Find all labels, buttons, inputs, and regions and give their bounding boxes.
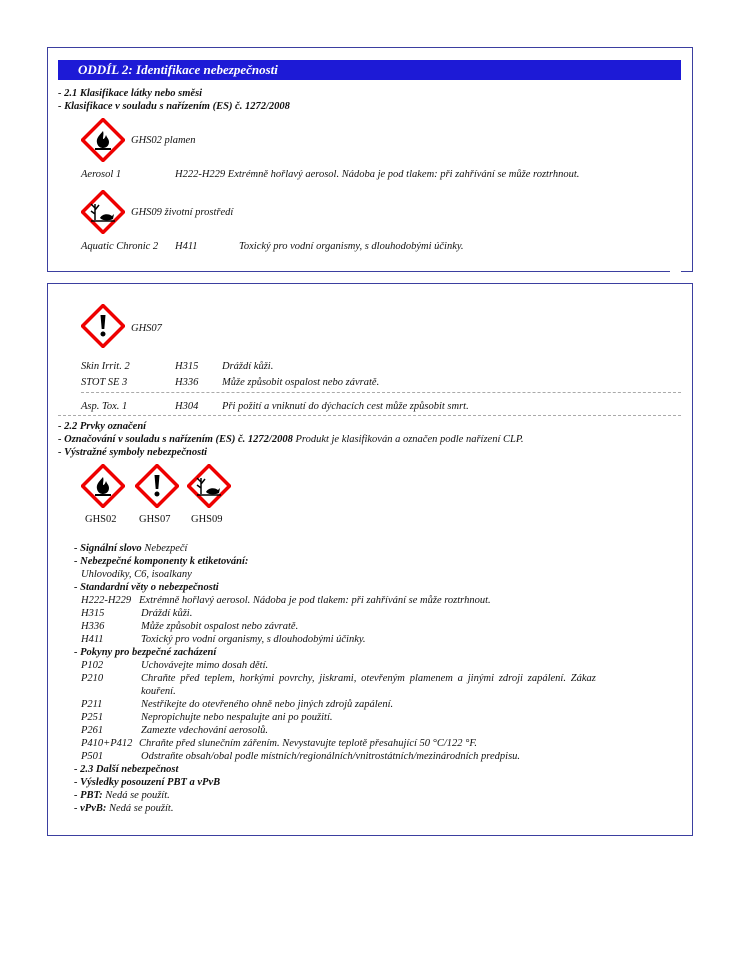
section-box-2 (47, 283, 693, 836)
p-text-continued: kouření. (141, 686, 176, 697)
hazardous-components-title: - Nebezpečné komponenty k etiketování: (74, 556, 249, 567)
labelling-text: Produkt je klasifikován a označen podle nařízení CLP. (292, 434, 524, 445)
ghs02-label: GHS02 plamen (131, 135, 196, 146)
pbt-vpvb-title: - Výsledky posouzení PBT a vPvB (74, 777, 221, 788)
components-text: Uhlovodíky, C6, isoalkany (81, 569, 192, 580)
ghs02-flame-icon (81, 464, 125, 508)
ghs02-flame-icon (81, 118, 125, 162)
p-text: Chraňte před teplem, horkými povrchy, jiskrami, otevřeným plamenem a jinými zdroji zapálení. Zákaz (141, 673, 596, 684)
ghs07-exclamation-icon (81, 304, 125, 348)
p-code: P410+P412 (81, 738, 133, 749)
aquatic-category: Aquatic Chronic 2 (81, 241, 159, 252)
precautions-title: - Pokyny pro bezpečné zacházení (74, 647, 217, 658)
pictogram-caption: GHS02 (85, 514, 117, 525)
pbt-value: Nedá se použít. (102, 790, 170, 801)
class-row-category: STOT SE 3 (81, 377, 128, 388)
aerosol-category: Aerosol 1 (81, 169, 122, 180)
signal-word-title: - Signální slovo (74, 543, 142, 554)
section-divider (58, 415, 681, 416)
signal-word-line (74, 543, 187, 555)
p-code: P211 (81, 699, 103, 710)
pictogram-caption: GHS07 (139, 514, 171, 525)
ghs09-environment-icon (187, 464, 231, 508)
p-text: Nepropichujte nebo nespalujte ani po použití. (141, 712, 333, 723)
h-code: H336 (81, 621, 105, 632)
classification-title: - Klasifikace v souladu s nařízením (ES) č. 1272/2008 (58, 101, 290, 112)
p-text: Nestříkejte do otevřeného ohně nebo jiných zdrojů zapálení. (141, 699, 394, 710)
h-text: Toxický pro vodní organismy, s dlouhodobými účinky. (141, 634, 366, 645)
class-row-category: Asp. Tox. 1 (81, 401, 128, 412)
p-code: P261 (81, 725, 104, 736)
p-text: Chraňte před slunečním zářením. Nevystavujte teplotě přesahující 50 °C/122 °F. (139, 738, 478, 749)
class-row-code: H304 (175, 401, 199, 412)
row-divider (81, 392, 681, 393)
ghs09-environment-icon (81, 190, 125, 234)
class-row-text: Při požití a vniknutí do dýchacích cest může způsobit smrt. (222, 401, 469, 412)
p-code: P210 (81, 673, 104, 684)
section-box-1 (47, 47, 693, 272)
hazard-symbols-title: - Výstražné symboly nebezpečnosti (58, 447, 208, 458)
signal-word: Nebezpečí (141, 543, 188, 554)
p-code: P102 (81, 660, 104, 671)
ghs09-label: GHS09 životní prostředí (131, 207, 234, 218)
p-code: P501 (81, 751, 104, 762)
h-code: H411 (81, 634, 104, 645)
box-bottom-border-end (681, 271, 693, 272)
pbt-label: - PBT: (74, 790, 103, 801)
labelling-line (58, 434, 524, 446)
aquatic-statement: Toxický pro vodní organismy, s dlouhodobými účinky. (239, 241, 464, 252)
box-bottom-border (47, 271, 670, 272)
section-2-2-title: - 2.2 Prvky označení (58, 421, 147, 432)
labelling-title: - Označování v souladu s nařízením (ES) č. 1272/2008 (58, 434, 293, 445)
section-2-3-title: - 2.3 Další nebezpečnost (74, 764, 179, 775)
p-text: Uchovávejte mimo dosah dětí. (141, 660, 269, 671)
ghs07-exclamation-icon (135, 464, 179, 508)
h-text: Může způsobit ospalost nebo závratě. (141, 621, 299, 632)
vpvb-line (74, 803, 173, 815)
h-text: Extrémně hořlavý aerosol. Nádoba je pod tlakem: při zahřívání se může roztrhnout. (139, 595, 491, 606)
ghs07-label: GHS07 (131, 323, 162, 334)
h-code: H315 (81, 608, 105, 619)
class-row-text: Může způsobit ospalost nebo závratě. (222, 377, 380, 388)
aerosol-statement: H222-H229 Extrémně hořlavý aerosol. Nádoba je pod tlakem: při zahřívání se může roztrhnout. (175, 169, 580, 180)
aquatic-code: H411 (175, 241, 198, 252)
h-code: H222-H229 (81, 595, 132, 606)
class-row-text: Dráždí kůži. (222, 361, 274, 372)
p-text: Odstraňte obsah/obal podle místních/regionálních/vnitrostátních/mezinárodních predpisu. (141, 751, 521, 762)
p-text: Zamezte vdechování aerosolů. (141, 725, 269, 736)
vpvb-label: - vPvB: (74, 803, 107, 814)
pictogram-caption: GHS09 (191, 514, 223, 525)
p-code: P251 (81, 712, 104, 723)
h-text: Dráždí kůži. (141, 608, 193, 619)
vpvb-value: Nedá se použít. (106, 803, 174, 814)
class-row-code: H336 (175, 377, 199, 388)
section-header: ODDÍL 2: Identifikace nebezpečnosti (58, 60, 681, 80)
hazard-statements-title: - Standardní věty o nebezpečnosti (74, 582, 219, 593)
class-row-code: H315 (175, 361, 199, 372)
section-2-1-title: - 2.1 Klasifikace látky nebo směsi (58, 88, 203, 99)
pbt-line (74, 790, 170, 802)
class-row-category: Skin Irrit. 2 (81, 361, 130, 372)
